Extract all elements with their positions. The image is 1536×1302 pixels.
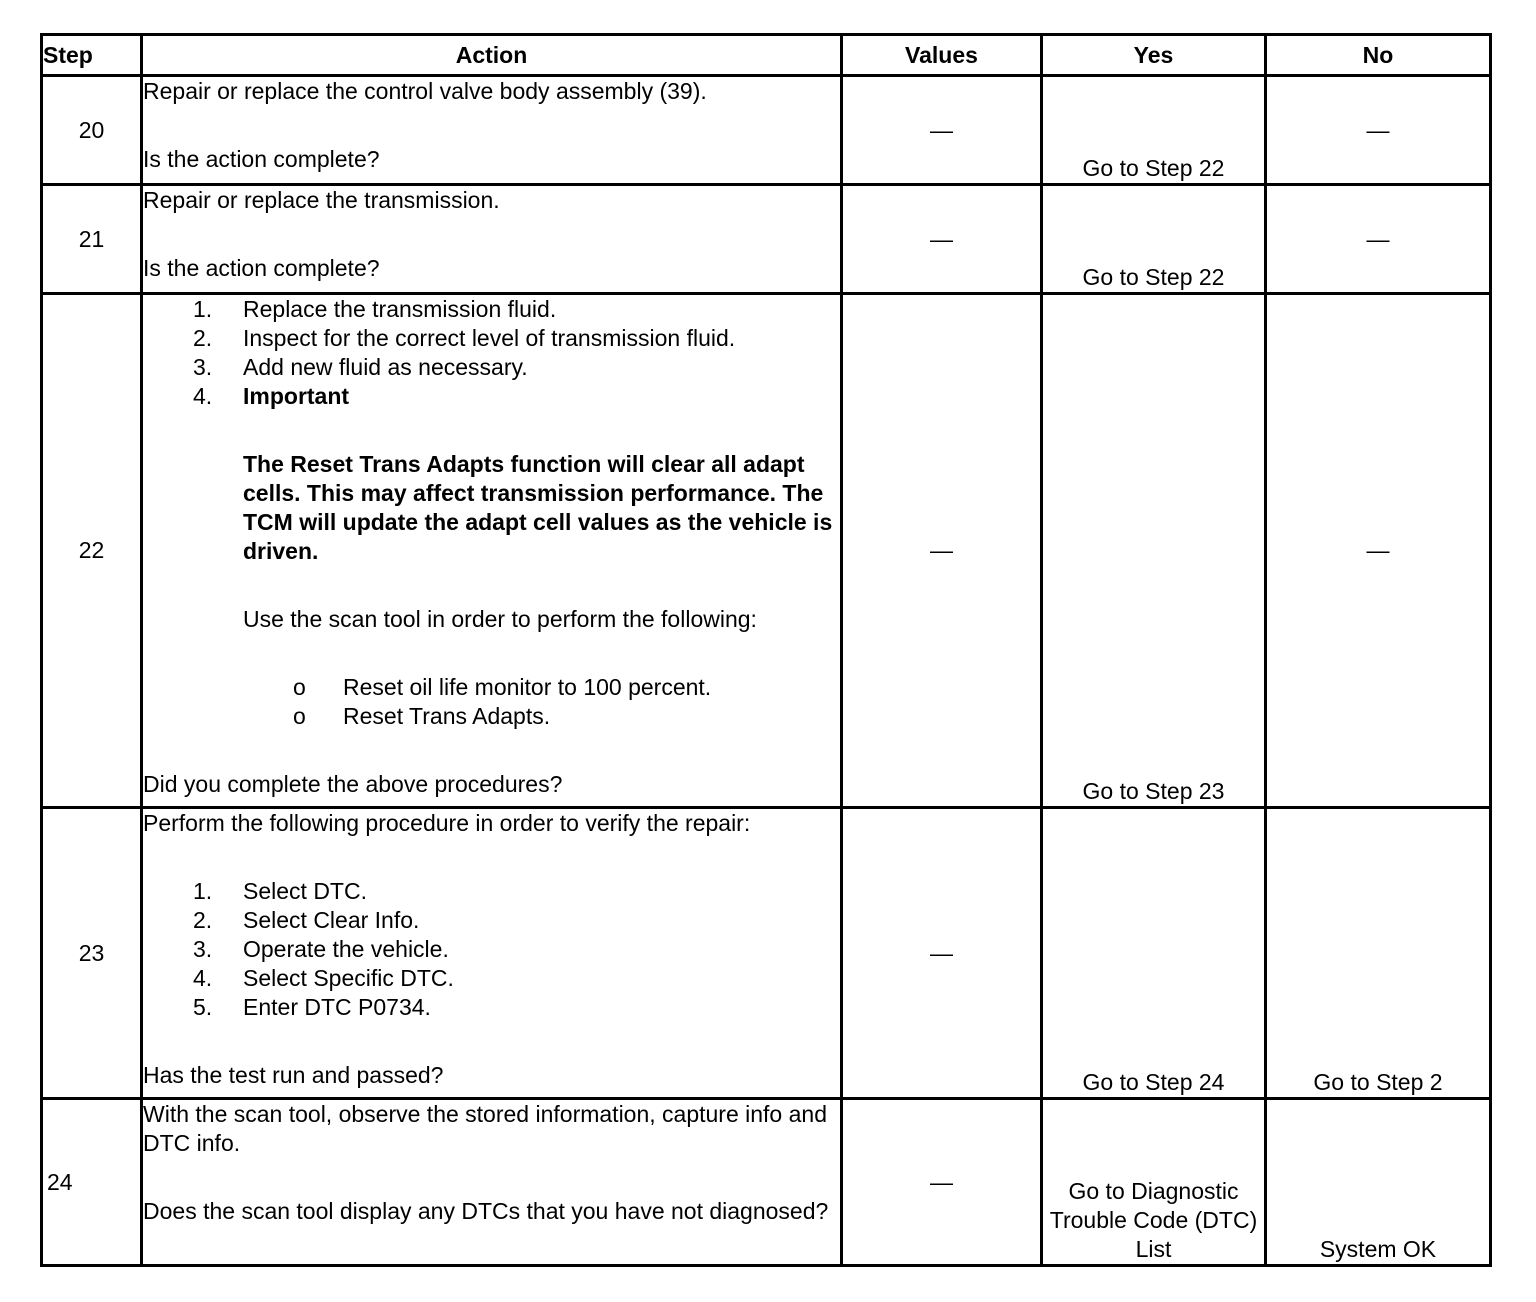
yes-cell: Go to Diagnostic Trouble Code (DTC) List <box>1042 1099 1266 1266</box>
table-row <box>42 294 1491 808</box>
action-cell <box>142 294 842 808</box>
list-item: 2. Select Clear Info. <box>193 907 420 933</box>
no-cell: — <box>1266 76 1491 185</box>
action-text: Repair or replace the control valve body assembly (39). <box>143 78 707 104</box>
step-number: 20 <box>42 76 142 185</box>
action-question: Does the scan tool display any DTCs that you have not diagnosed? <box>143 1198 829 1224</box>
yes-cell: Go to Step 24 <box>1042 808 1266 1099</box>
values-cell: — <box>842 808 1042 1099</box>
list-item: 3. Operate the vehicle. <box>193 936 449 962</box>
header-row <box>42 35 1491 76</box>
list-item: 1. Select DTC. <box>193 878 367 904</box>
step-number: 24 <box>42 1099 142 1266</box>
list-item: 4. Select Specific DTC. <box>193 965 454 991</box>
action-intro: Perform the following procedure in order to verify the repair: <box>143 810 751 836</box>
step-number: 23 <box>42 808 142 1099</box>
no-cell: — <box>1266 185 1491 294</box>
list-item: 3. Add new fluid as necessary. <box>193 354 528 380</box>
list-item: o Reset Trans Adapts. <box>293 703 551 729</box>
list-item: 4. Important <box>193 382 840 411</box>
action-text: With the scan tool, observe the stored information, capture info and DTC info. <box>143 1101 827 1156</box>
header-action: Action <box>142 35 842 76</box>
no-cell: System OK <box>1266 1099 1491 1266</box>
header-values: Values <box>842 35 1042 76</box>
list-item: o Reset oil life monitor to 100 percent. <box>293 674 712 700</box>
table-row <box>42 808 1491 1099</box>
bullet-icon: o <box>293 703 306 729</box>
values-cell: — <box>842 1099 1042 1266</box>
action-cell <box>142 185 842 294</box>
scan-instruction: Use the scan tool in order to perform the following: <box>243 606 757 632</box>
header-step: Step <box>42 35 142 76</box>
action-question: Did you complete the above procedures? <box>143 771 563 797</box>
step-number: 22 <box>42 294 142 808</box>
no-cell: Go to Step 2 <box>1266 808 1491 1099</box>
table-row <box>42 185 1491 294</box>
procedure-list <box>193 295 840 411</box>
diagnostic-table <box>40 33 1492 1267</box>
list-item: 5. Enter DTC P0734. <box>193 994 431 1020</box>
action-cell <box>142 76 842 185</box>
action-question: Is the action complete? <box>143 146 380 172</box>
list-item: 2. Inspect for the correct level of transmission fluid. <box>193 325 736 351</box>
bullet-icon: o <box>293 674 306 700</box>
important-note: The Reset Trans Adapts function will clear all adapt cells. This may affect transmission performance. The TCM will update the adapt cell values as the vehicle is driven. <box>243 451 833 564</box>
header-yes: Yes <box>1042 35 1266 76</box>
action-text: Repair or replace the transmission. <box>143 187 500 213</box>
action-question: Is the action complete? <box>143 255 380 281</box>
yes-cell: Go to Step 23 <box>1042 294 1266 808</box>
values-cell: — <box>842 294 1042 808</box>
action-cell <box>142 1099 842 1266</box>
no-cell: — <box>1266 294 1491 808</box>
values-cell: — <box>842 185 1042 294</box>
procedure-list <box>193 877 840 1022</box>
table-row <box>42 1099 1491 1266</box>
action-cell <box>142 808 842 1099</box>
table-row <box>42 76 1491 185</box>
values-cell: — <box>842 76 1042 185</box>
list-item: 1. Replace the transmission fluid. <box>193 296 557 322</box>
header-no: No <box>1266 35 1491 76</box>
yes-cell: Go to Step 22 <box>1042 76 1266 185</box>
action-question: Has the test run and passed? <box>143 1062 444 1088</box>
yes-cell: Go to Step 22 <box>1042 185 1266 294</box>
important-label: Important <box>243 383 350 409</box>
step-number: 21 <box>42 185 142 294</box>
